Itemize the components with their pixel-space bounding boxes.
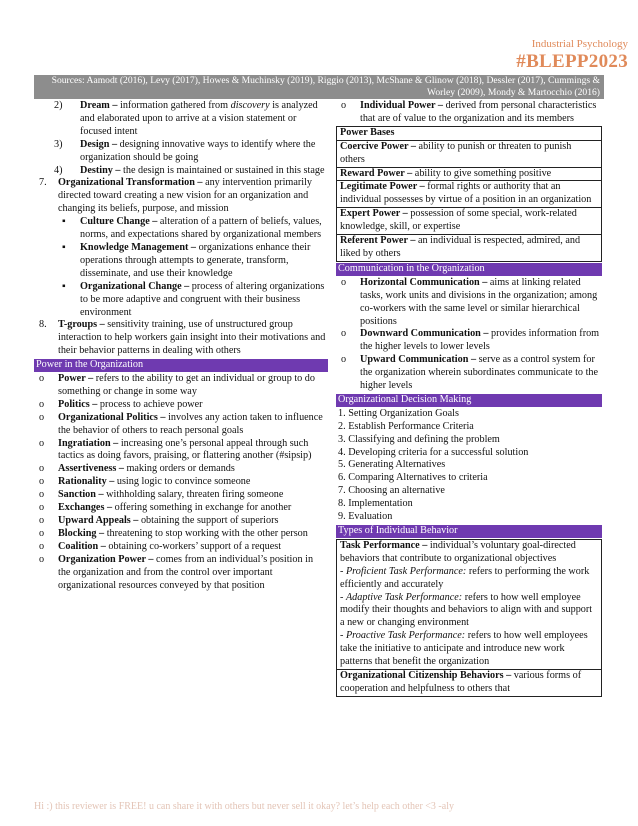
list-item bbox=[34, 463, 328, 476]
item-number: 4) bbox=[54, 164, 63, 176]
right-column bbox=[336, 100, 602, 697]
list-item bbox=[34, 412, 328, 438]
decision-step: 1. Setting Organization Goals bbox=[338, 407, 459, 419]
definition: sensitivity training, use of unstructured group interaction to help workers gain insight into their motivations and their behavior patterns in dealing with others bbox=[58, 319, 326, 357]
org-transformation-bullets bbox=[34, 216, 328, 319]
section-heading-communication: Communication in the Organization bbox=[336, 263, 602, 276]
term: Proficient Task Performance: bbox=[345, 565, 467, 577]
task-performance-box bbox=[336, 539, 602, 670]
square-bullet-icon: ▪ bbox=[62, 216, 66, 228]
circle-bullet-icon: o bbox=[39, 411, 45, 423]
list-item bbox=[34, 502, 328, 515]
list-item bbox=[34, 100, 328, 139]
term: Dream – bbox=[80, 100, 118, 111]
definition: offering something in exchange for another bbox=[112, 502, 292, 514]
term: Organizational Politics – bbox=[58, 411, 166, 423]
circle-bullet-icon: o bbox=[39, 489, 45, 501]
circle-bullet-icon: o bbox=[39, 515, 45, 526]
definition: organizations enhance their operations through attempts to generate, transform, disseminate, and use their knowledge bbox=[80, 241, 311, 279]
table-row bbox=[337, 126, 602, 140]
decision-step: 3. Classifying and defining the problem bbox=[338, 433, 500, 445]
definition: making orders or demands bbox=[123, 463, 235, 475]
square-bullet-icon: ▪ bbox=[62, 280, 66, 292]
term: Blocking – bbox=[58, 527, 105, 539]
decision-step: 4. Developing criteria for a successful solution bbox=[338, 446, 529, 458]
circle-bullet-icon: o bbox=[39, 502, 45, 514]
list-item bbox=[34, 489, 328, 502]
list-item bbox=[34, 554, 328, 593]
task-subtype bbox=[340, 630, 598, 669]
term: Proactive Task Performance: bbox=[345, 630, 466, 642]
ocb-box bbox=[336, 670, 602, 697]
definition: alteration of a pattern of beliefs, values, norms, and expectations shared by organizational members bbox=[80, 216, 322, 241]
term: Individual Power – bbox=[360, 100, 444, 111]
list-item-t-groups bbox=[34, 319, 328, 358]
table-header-cell bbox=[337, 126, 602, 140]
definition: designing innovative ways to identify where the organization should be going bbox=[80, 138, 316, 163]
decision-step: 7. Choosing an alternative bbox=[338, 485, 445, 497]
list-item bbox=[34, 399, 328, 412]
item-number: 8. bbox=[39, 319, 47, 331]
decision-step: 8. Implementation bbox=[338, 498, 413, 510]
circle-bullet-icon: o bbox=[341, 276, 347, 288]
circle-bullet-icon: o bbox=[39, 540, 45, 552]
decision-step: 9. Evaluation bbox=[338, 511, 393, 523]
circle-bullet-icon: o bbox=[39, 398, 45, 410]
table-row bbox=[337, 235, 602, 262]
definition: process to achieve power bbox=[97, 398, 203, 410]
definition: threatening to stop working with the other person bbox=[104, 527, 308, 539]
decision-step: 5. Generating Alternatives bbox=[338, 459, 446, 471]
definition: individual’s voluntary goal-directed behaviors that contribute to organizational objectives bbox=[340, 539, 576, 564]
definition: refers to the ability to get an individual or group to do something or change in some way bbox=[58, 373, 315, 397]
list-item-org-transformation bbox=[34, 177, 328, 216]
circle-bullet-icon: o bbox=[341, 100, 347, 111]
sources-banner: Sources: Aamodt (2016), Levy (2017), Howes & Muchinsky (2019), Riggio (2013), McShane & Glinow (2018), Dessler (2017), Cummings & Worley (2009), Mondy & Martocchio (2016) bbox=[34, 75, 604, 99]
definition: ability to punish or threaten to punish others bbox=[340, 140, 572, 165]
definition: provides information from the higher levels to lower levels bbox=[360, 328, 600, 353]
square-bullet-icon: ▪ bbox=[62, 241, 66, 253]
definition: process of altering organizations to be more adaptive and congruent with their business environment bbox=[80, 280, 325, 318]
term: Sanction – bbox=[58, 489, 104, 501]
circle-bullet-icon: o bbox=[39, 463, 45, 475]
definition: refers to how well employees take the initiative to anticipate and introduce new work patterns that benefit the organization bbox=[340, 630, 588, 668]
term: Politics – bbox=[58, 398, 98, 410]
task-subtypes bbox=[340, 566, 598, 669]
appreciative-inquiry-steps bbox=[34, 100, 328, 177]
term: Horizontal Communication – bbox=[360, 276, 488, 288]
table-cell bbox=[337, 167, 602, 181]
definition: an individual is respected, admired, and liked by others bbox=[340, 235, 581, 259]
list-item bbox=[34, 541, 328, 554]
definition: formal rights or authority that an individual possesses by virtue of a position in an organization bbox=[340, 181, 592, 206]
task-performance-definition bbox=[340, 540, 598, 566]
section-heading-behavior: Types of Individual Behavior bbox=[336, 525, 602, 538]
term: Assertiveness – bbox=[58, 463, 124, 475]
definition: serve as a control system for the organization wherein subordinates communicate to the higher levels bbox=[360, 354, 599, 392]
list-item bbox=[34, 216, 328, 242]
left-column bbox=[34, 100, 328, 592]
decision-step: 6. Comparing Alternatives to criteria bbox=[338, 472, 488, 484]
footer-note: Hi :) this reviewer is FREE! u can share it with others but never sell it okay? let’s help each other <3 -aly bbox=[34, 801, 454, 812]
subject-label: Industrial Psychology bbox=[531, 38, 628, 50]
term: Legitimate Power – bbox=[340, 181, 425, 193]
dash-bullet: - bbox=[340, 565, 346, 577]
term: Organizational Change – bbox=[80, 280, 190, 292]
list-item bbox=[34, 515, 328, 528]
circle-bullet-icon: o bbox=[341, 354, 347, 366]
list-item bbox=[336, 354, 602, 393]
table-cell bbox=[337, 181, 602, 208]
term: Exchanges – bbox=[58, 502, 113, 514]
term: Downward Communication – bbox=[360, 328, 489, 340]
table-cell bbox=[337, 140, 602, 167]
list-item bbox=[336, 328, 602, 354]
list-item bbox=[34, 528, 328, 541]
definition-cont: is analyzed and elaborated upon to arrive at a vision statement or focused intent bbox=[80, 100, 318, 137]
term: Ingratiation – bbox=[58, 437, 119, 449]
decision-steps-list bbox=[336, 408, 602, 524]
list-item bbox=[34, 373, 328, 399]
list-item bbox=[34, 139, 328, 165]
definition: derived from personal characteristics that are of value to the organization and its members bbox=[360, 100, 597, 124]
definition: withholding salary, threaten firing someone bbox=[103, 489, 284, 501]
definition: comes from an individual’s position in the organization and from the control over important organizational resources conveyed by that position bbox=[58, 553, 314, 591]
power-bases-table bbox=[336, 126, 602, 262]
section-heading-power: Power in the Organization bbox=[34, 359, 328, 372]
circle-bullet-icon: o bbox=[39, 476, 45, 488]
emphasis: discovery bbox=[230, 100, 270, 111]
term: Reward Power – bbox=[340, 167, 413, 179]
term: Coalition – bbox=[58, 540, 106, 552]
definition: the design is maintained or sustained in this stage bbox=[120, 164, 325, 176]
section-heading-decision-making: Organizational Decision Making bbox=[336, 394, 602, 407]
definition: obtaining the support of superiors bbox=[138, 515, 279, 526]
power-list bbox=[34, 373, 328, 592]
definition: refers to performing the work efficiently and accurately bbox=[340, 565, 590, 590]
table-row bbox=[337, 208, 602, 235]
item-number: 3) bbox=[54, 138, 63, 150]
list-item bbox=[34, 438, 328, 464]
circle-bullet-icon: o bbox=[39, 373, 45, 385]
list-item-individual-power bbox=[336, 100, 602, 126]
table-cell bbox=[337, 235, 602, 262]
list-item bbox=[336, 277, 602, 329]
decision-step: 2. Establish Performance Criteria bbox=[338, 420, 474, 432]
term: Upward Communication – bbox=[360, 354, 477, 366]
term: Knowledge Management – bbox=[80, 241, 197, 253]
list-item bbox=[34, 476, 328, 489]
list-item bbox=[34, 242, 328, 281]
term: T-groups – bbox=[58, 319, 105, 331]
definition: possession of some special, work-related knowledge, skill, or expertise bbox=[340, 208, 577, 233]
definition: increasing one’s personal appeal through such tactics as doing favors, praising, or flattering another (#sipsip) bbox=[58, 437, 312, 462]
circle-bullet-icon: o bbox=[39, 527, 45, 539]
definition: involves any action taken to influence the behavior of others to reach personal goals bbox=[58, 411, 323, 436]
term: Expert Power – bbox=[340, 208, 408, 220]
list-item bbox=[34, 281, 328, 320]
term: Upward Appeals – bbox=[58, 515, 139, 526]
table-row bbox=[337, 140, 602, 167]
term: Rationality – bbox=[58, 476, 115, 488]
table-cell bbox=[337, 208, 602, 235]
definition: information gathered from bbox=[117, 100, 231, 111]
list-item bbox=[34, 165, 328, 178]
term: Adaptive Task Performance: bbox=[345, 591, 463, 603]
dash-bullet: - bbox=[340, 591, 346, 603]
term: Power – bbox=[58, 373, 94, 385]
table-row bbox=[337, 181, 602, 208]
power-bases-title: Power Bases bbox=[340, 126, 395, 138]
term: Referent Power – bbox=[340, 235, 416, 247]
definition: various forms of cooperation and helpfulness to others that bbox=[340, 669, 582, 694]
task-subtype bbox=[340, 566, 598, 592]
table-row bbox=[337, 167, 602, 181]
page-title: #BLEPP2023 bbox=[516, 51, 628, 72]
definition: refers to how well employee modify their thoughts and behaviors to align with and support a new or changing environment bbox=[340, 591, 593, 629]
circle-bullet-icon: o bbox=[341, 328, 347, 340]
definition: ability to give something positive bbox=[412, 167, 552, 179]
task-subtype bbox=[340, 592, 598, 631]
dash-bullet: - bbox=[340, 630, 346, 642]
item-number: 2) bbox=[54, 100, 63, 111]
definition: aims at linking related tasks, work units and divisions in the organization; among co-workers with the same level or similar hierarchical positions bbox=[360, 276, 598, 327]
communication-list bbox=[336, 277, 602, 393]
definition: any intervention primarily directed toward creating a new vision for an organization and changing its beliefs, purpose, and mission bbox=[58, 177, 313, 215]
term: Organizational Transformation – bbox=[58, 177, 203, 189]
definition: obtaining co-workers’ support of a request bbox=[105, 540, 282, 552]
definition: using logic to convince someone bbox=[114, 476, 251, 488]
item-number: 7. bbox=[39, 177, 47, 189]
term: Culture Change – bbox=[80, 216, 158, 228]
term: Organization Power – bbox=[58, 553, 154, 565]
circle-bullet-icon: o bbox=[39, 553, 45, 565]
term: Destiny – bbox=[80, 164, 121, 176]
circle-bullet-icon: o bbox=[39, 437, 45, 449]
term: Coercive Power – bbox=[340, 140, 416, 152]
term: Task Performance – bbox=[340, 539, 428, 551]
term: Organizational Citizenship Behaviors – bbox=[340, 669, 512, 681]
term: Design – bbox=[80, 138, 118, 150]
